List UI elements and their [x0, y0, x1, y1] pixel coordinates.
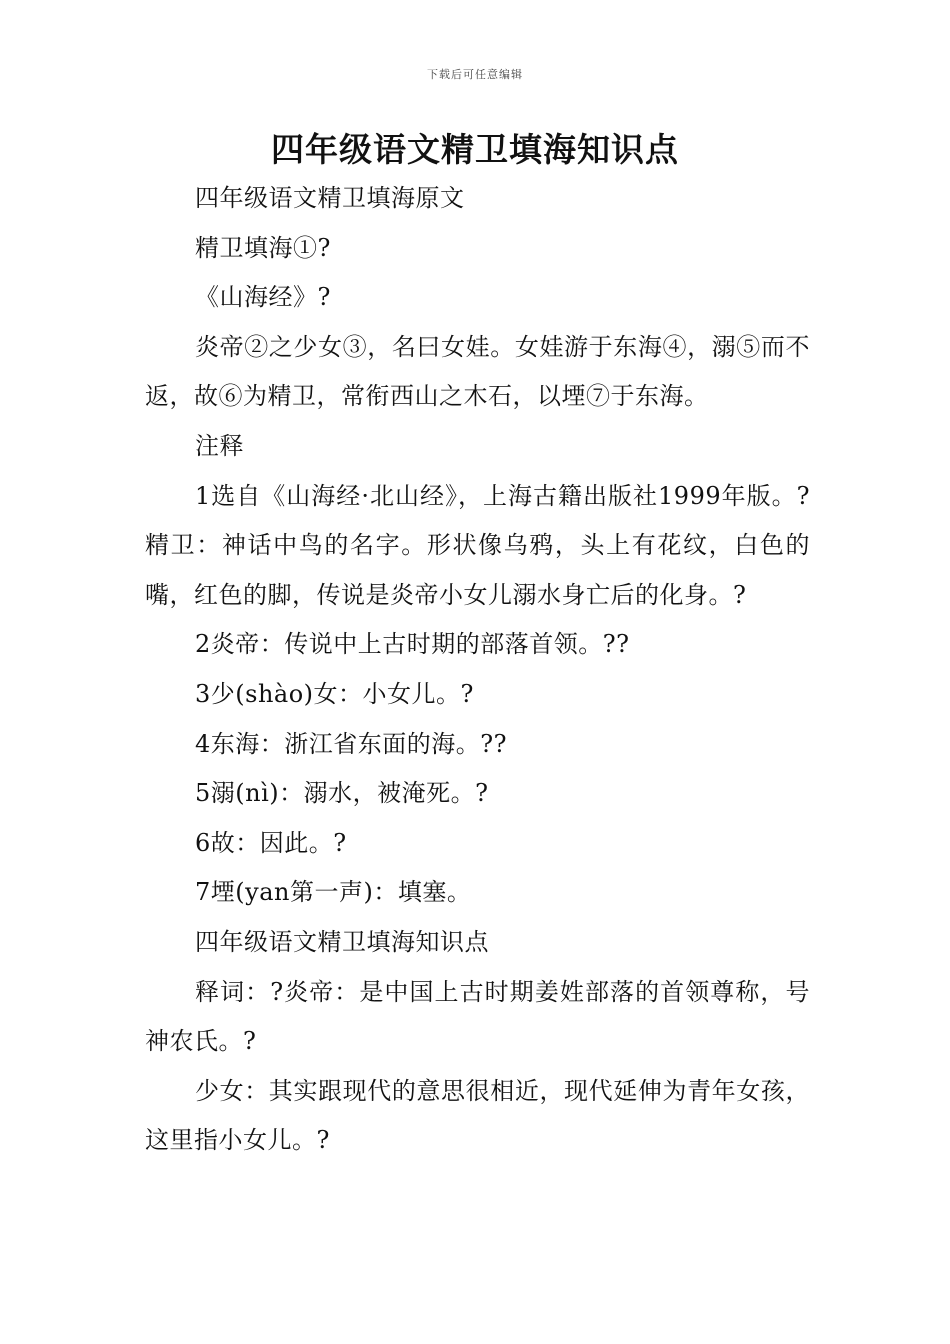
paragraph-text-title: 精卫填海①?	[195, 233, 331, 262]
paragraph-notes-heading: 注释	[195, 431, 244, 460]
paragraph-note-3: 3少(shào)女：小女儿。?	[195, 679, 474, 708]
paragraph-original-text: 炎帝②之少女③，名曰女娃。女娃游于东海④，溺⑤而不返，故⑥为精卫，常衔西山之木石，以堙⑦于东海。	[145, 332, 810, 411]
paragraph-note-2: 2炎帝：传说中上古时期的部落首领。??	[195, 630, 630, 659]
paragraph-source: 《山海经》?	[195, 283, 331, 312]
paragraph-word-explanation-1: 释词：?炎帝：是中国上古时期姜姓部落的首领尊称，号神农氏。?	[145, 977, 810, 1056]
document-title: 四年级语文精卫填海知识点	[271, 130, 679, 169]
paragraph-knowledge-heading: 四年级语文精卫填海知识点	[195, 927, 489, 956]
paragraph-word-explanation-2: 少女：其实跟现代的意思很相近，现代延伸为青年女孩，这里指小女儿。?	[145, 1076, 810, 1155]
document-body	[145, 174, 810, 1166]
paragraph-note-5: 5溺(nì)：溺水，被淹死。?	[195, 779, 489, 808]
paragraph-note-7: 7堙(yan第一声)：填塞。	[195, 878, 472, 907]
paragraph-note-4: 4东海：浙江省东面的海。??	[195, 729, 508, 758]
header-note: 下载后可任意编辑	[427, 68, 523, 81]
paragraph-note-1: 1选自《山海经·北山经》，上海古籍出版社1999年版。?精卫：神话中鸟的名字。形状像乌鸦，头上有花纹，白色的嘴，红色的脚，传说是炎帝小女儿溺水身亡后的化身。?	[145, 481, 810, 609]
paragraph-original-heading: 四年级语文精卫填海原文	[195, 184, 465, 212]
paragraph-note-6: 6故：因此。?	[195, 828, 347, 857]
